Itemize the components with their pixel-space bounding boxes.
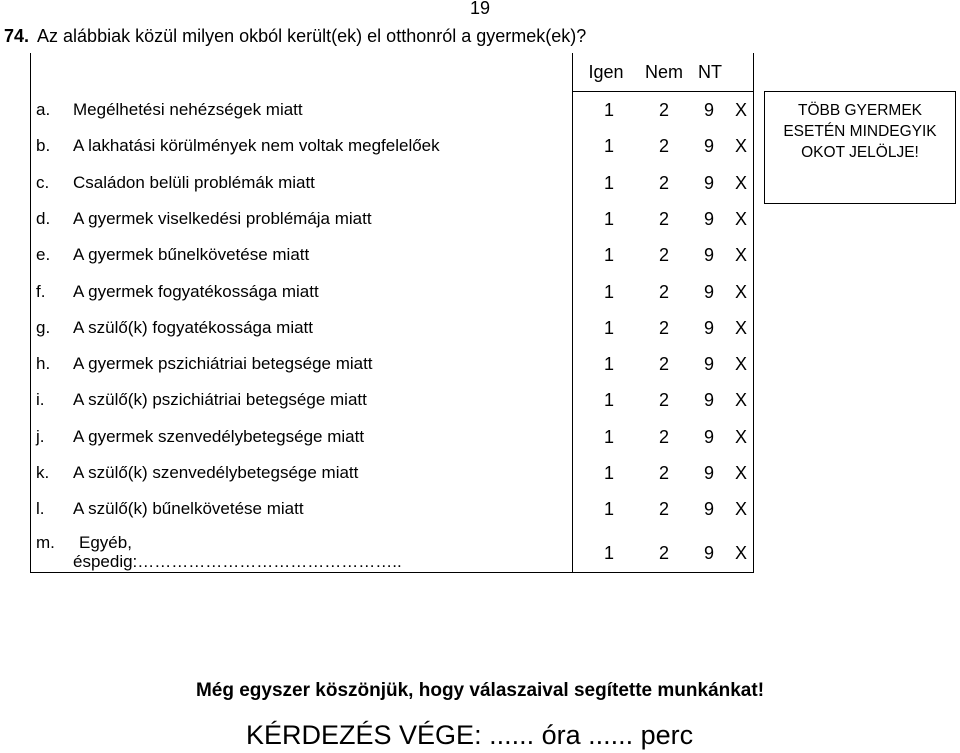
row-label: A szülő(k) pszichiátriai betegsége miatt (73, 390, 367, 410)
code-nem[interactable]: 2 (658, 543, 669, 563)
code-nt[interactable]: 9 (703, 390, 714, 411)
row-letter: j. (36, 426, 45, 446)
code-igen[interactable]: 1 (603, 100, 614, 120)
code-nem[interactable]: 2 (658, 390, 669, 411)
row-label: Családon belüli problémák miatt (73, 172, 315, 192)
code-x[interactable]: X (734, 281, 747, 302)
code-nem[interactable]: 2 (658, 499, 669, 520)
row-label: A szülő(k) bűnelkövetése miatt (73, 499, 304, 519)
code-x[interactable]: X (734, 390, 747, 411)
row-letter: e. (36, 245, 51, 265)
row-letter: b. (36, 136, 51, 156)
code-nem[interactable]: 2 (658, 281, 669, 302)
code-nt[interactable]: 9 (703, 208, 714, 229)
code-x[interactable]: X (734, 543, 747, 563)
code-igen[interactable]: 1 (603, 281, 614, 302)
instruction-line-3: OKOT JELÖLJE! (801, 144, 919, 161)
code-nem[interactable]: 2 (658, 354, 669, 375)
code-nem[interactable]: 2 (658, 317, 669, 338)
row-label: Megélhetési nehézségek miatt (73, 100, 303, 119)
row-letter: m. (36, 533, 55, 552)
column-header-nt: NT (698, 62, 722, 82)
other-specify-field[interactable]: éspedig:……………………………………….. (73, 552, 402, 571)
row-letter: f. (36, 281, 46, 301)
row-letter: d. (36, 208, 51, 228)
code-nt[interactable]: 9 (703, 354, 714, 375)
code-nem[interactable]: 2 (658, 100, 669, 120)
row-label: A szülő(k) szenvedélybetegsége miatt (73, 463, 359, 482)
code-x[interactable]: X (734, 136, 747, 157)
code-x[interactable]: X (734, 208, 747, 229)
code-igen[interactable]: 1 (603, 136, 614, 157)
code-nt[interactable]: 9 (703, 317, 714, 338)
code-nt[interactable]: 9 (703, 281, 714, 302)
row-label: A szülő(k) fogyatékossága miatt (73, 317, 314, 337)
code-igen[interactable]: 1 (603, 208, 614, 229)
row-letter: c. (36, 172, 50, 192)
code-igen[interactable]: 1 (603, 245, 614, 266)
question-number: 74. (4, 26, 30, 46)
question-heading (4, 26, 586, 47)
question-text: Az alábbiak közül milyen okból került(ek) el otthonról a gyermek(ek)? (37, 26, 587, 46)
row-letter: h. (36, 354, 51, 374)
row-label: A gyermek fogyatékossága miatt (73, 281, 319, 301)
instruction-box (764, 91, 956, 204)
code-igen[interactable]: 1 (603, 354, 614, 375)
code-x[interactable]: X (734, 172, 747, 193)
row-letter: i. (36, 390, 45, 410)
instruction-line-1: TÖBB GYERMEK (797, 102, 923, 119)
code-nt[interactable]: 9 (703, 463, 714, 483)
row-letter: a. (36, 100, 51, 119)
code-igen[interactable]: 1 (603, 499, 614, 520)
row-label: A lakhatási körülmények nem voltak megfelelőek (73, 136, 440, 156)
page-number: 19 (470, 0, 491, 18)
code-nt[interactable]: 9 (703, 172, 714, 193)
code-igen[interactable]: 1 (603, 172, 614, 193)
code-nt[interactable]: 9 (703, 543, 714, 563)
column-header-nem: Nem (644, 62, 683, 82)
code-nem[interactable]: 2 (658, 426, 669, 447)
code-igen[interactable]: 1 (603, 463, 614, 483)
code-x[interactable]: X (734, 354, 747, 375)
code-nem[interactable]: 2 (658, 172, 669, 193)
code-x[interactable]: X (734, 463, 747, 483)
code-x[interactable]: X (734, 245, 747, 266)
column-header-igen: Igen (588, 62, 624, 82)
code-x[interactable]: X (734, 499, 747, 520)
row-letter: k. (36, 463, 50, 482)
code-nem[interactable]: 2 (658, 136, 669, 157)
code-igen[interactable]: 1 (603, 543, 614, 563)
row-label: A gyermek viselkedési problémája miatt (73, 208, 372, 228)
code-x[interactable]: X (734, 317, 747, 338)
row-letter: l. (36, 499, 45, 519)
answer-grid (30, 53, 754, 573)
code-igen[interactable]: 1 (603, 390, 614, 411)
code-nem[interactable]: 2 (658, 208, 669, 229)
code-igen[interactable]: 1 (603, 317, 614, 338)
interview-end-time: KÉRDEZÉS VÉGE: ...... óra ...... perc (246, 720, 694, 750)
code-x[interactable]: X (734, 426, 747, 447)
row-label: A gyermek pszichiátriai betegsége miatt (73, 354, 373, 374)
code-nt[interactable]: 9 (703, 426, 714, 447)
code-x[interactable]: X (734, 100, 747, 120)
code-nem[interactable]: 2 (658, 245, 669, 266)
code-nt[interactable]: 9 (703, 499, 714, 520)
row-letter: g. (36, 317, 51, 337)
code-nt[interactable]: 9 (703, 136, 714, 157)
thank-you-note: Még egyszer köszönjük, hogy válaszaival segítette munkánkat! (195, 680, 765, 701)
instruction-line-2: ESETÉN MINDEGYIK (783, 123, 937, 140)
code-igen[interactable]: 1 (603, 426, 614, 447)
row-label: A gyermek bűnelkövetése miatt (73, 245, 310, 265)
row-label: A gyermek szenvedélybetegsége miatt (73, 426, 365, 446)
other-label: Egyéb, (79, 533, 132, 552)
code-nt[interactable]: 9 (703, 245, 714, 266)
code-nt[interactable]: 9 (703, 100, 714, 120)
code-nem[interactable]: 2 (658, 463, 669, 483)
